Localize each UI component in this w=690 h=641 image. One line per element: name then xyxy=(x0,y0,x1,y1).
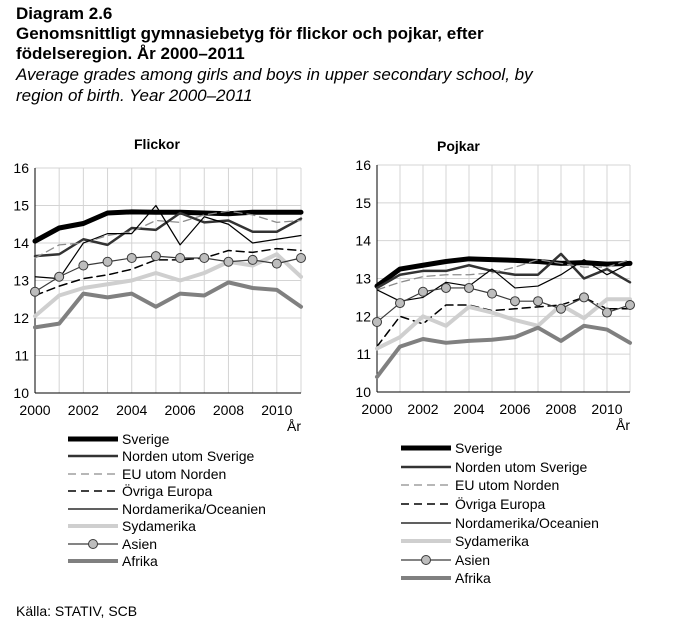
source-note: Källa: STATIV, SCB xyxy=(16,603,138,619)
legend-label: Nordamerika/Oceanien xyxy=(455,514,599,531)
legend-swatch xyxy=(399,552,453,568)
data-point-asien xyxy=(224,257,233,266)
data-point-asien xyxy=(580,293,589,302)
legend-item-sydamerika xyxy=(66,518,266,536)
legend-item-sverige xyxy=(66,430,266,448)
x-axis-label: År xyxy=(616,417,630,433)
y-tick-label: 10 xyxy=(13,385,29,401)
data-point-asien xyxy=(151,252,160,261)
legend-swatch xyxy=(66,466,120,482)
legend-label: Sydamerika xyxy=(455,533,529,550)
legend-label: Asien xyxy=(455,551,491,568)
x-tick-label: 2002 xyxy=(407,401,439,417)
title-sv-line2: födelseregion. År 2000–2011 xyxy=(16,44,245,63)
legend-label: EU utom Norden xyxy=(455,477,560,494)
legend-label: Afrika xyxy=(455,570,491,587)
y-tick-label: 14 xyxy=(355,232,371,249)
legend-label: Sverige xyxy=(455,440,503,457)
legend-swatch xyxy=(399,570,453,586)
legend-item-norden xyxy=(66,448,266,466)
x-tick-label: 2010 xyxy=(261,402,293,418)
y-tick-label: 10 xyxy=(355,384,371,400)
legend-swatch xyxy=(399,477,453,493)
legend-swatch xyxy=(399,515,453,531)
legend-label: Afrika xyxy=(122,553,158,570)
data-point-asien xyxy=(626,300,635,309)
legend-item-norden xyxy=(399,458,599,477)
legend-swatch xyxy=(399,440,453,456)
panel-title-pojkar: Pojkar xyxy=(437,138,480,154)
legend-item-afrika xyxy=(399,569,599,588)
y-tick-label: 13 xyxy=(355,270,371,287)
legend-swatch xyxy=(399,533,453,549)
title-en-line2: region of birth. Year 2000–2011 xyxy=(16,86,253,105)
data-point-asien xyxy=(176,254,185,263)
legend-swatch xyxy=(66,553,120,569)
data-point-asien xyxy=(31,287,40,296)
legend-item-sverige xyxy=(399,439,599,458)
legend-item-sydamerika xyxy=(399,532,599,551)
series-line-nordamerika xyxy=(35,206,301,279)
title-sv-line1: Genomsnittligt gymnasiebetyg för flickor och pojkar, efter xyxy=(16,24,484,43)
x-tick-label: 2000 xyxy=(361,401,393,417)
legend-item-nordamerika xyxy=(399,513,599,532)
legend-swatch xyxy=(66,501,120,517)
series-line-afrika xyxy=(377,326,630,377)
legend-swatch-marker xyxy=(89,539,98,548)
legend-item-asien xyxy=(399,551,599,570)
data-point-asien xyxy=(373,318,382,327)
data-point-asien xyxy=(557,304,566,313)
legend-pojkar xyxy=(399,439,599,588)
data-point-asien xyxy=(488,289,497,298)
legend-label: Norden utom Sverige xyxy=(455,458,588,475)
x-tick-label: 2000 xyxy=(19,402,51,418)
legend-item-nordamerika xyxy=(66,500,266,518)
legend-swatch xyxy=(66,536,120,552)
series-line-asien xyxy=(35,256,301,292)
x-tick-label: 2008 xyxy=(545,401,577,417)
legend-label: Nordamerika/Oceanien xyxy=(122,500,266,517)
legend-item-afrika xyxy=(66,553,266,571)
y-tick-label: 16 xyxy=(13,160,29,176)
panel-title-flickor: Flickor xyxy=(134,136,180,152)
data-point-asien xyxy=(396,299,405,308)
legend-flickor xyxy=(66,430,266,570)
legend-item-ovriga xyxy=(66,483,266,501)
data-point-asien xyxy=(511,297,520,306)
legend-label: Sverige xyxy=(122,430,170,447)
legend-swatch xyxy=(66,483,120,499)
y-tick-label: 12 xyxy=(355,308,371,325)
x-axis-label: År xyxy=(287,418,301,434)
data-point-asien xyxy=(419,287,428,296)
legend-item-eu xyxy=(66,465,266,483)
y-tick-label: 11 xyxy=(356,346,371,363)
x-tick-label: 2008 xyxy=(212,402,245,418)
x-tick-label: 2002 xyxy=(67,402,99,418)
data-point-asien xyxy=(603,308,612,317)
data-point-asien xyxy=(248,255,257,264)
legend-item-ovriga xyxy=(399,495,599,514)
legend-swatch xyxy=(66,448,120,464)
data-point-asien xyxy=(200,254,209,263)
legend-swatch xyxy=(66,431,120,447)
legend-item-asien xyxy=(66,535,266,553)
data-point-asien xyxy=(79,261,88,270)
legend-swatch xyxy=(399,459,453,475)
legend-item-eu xyxy=(399,476,599,495)
x-tick-label: 2006 xyxy=(499,401,531,417)
legend-swatch xyxy=(399,496,453,512)
data-point-asien xyxy=(297,254,306,263)
diagram-label: Diagram 2.6 xyxy=(16,4,113,23)
y-tick-label: 13 xyxy=(13,272,29,289)
x-tick-label: 2010 xyxy=(591,401,623,417)
legend-label: Övriga Europa xyxy=(455,496,546,513)
data-point-asien xyxy=(103,257,112,266)
x-tick-label: 2004 xyxy=(116,402,148,418)
legend-swatch-marker xyxy=(422,555,431,564)
legend-label: Asien xyxy=(122,535,158,552)
legend-label: Övriga Europa xyxy=(122,483,213,500)
series-line-sverige xyxy=(35,212,301,241)
y-tick-label: 15 xyxy=(355,194,371,211)
data-point-asien xyxy=(465,283,474,292)
legend-label: Sydamerika xyxy=(122,518,196,535)
data-point-asien xyxy=(55,272,64,281)
y-tick-label: 16 xyxy=(355,157,371,173)
x-tick-label: 2004 xyxy=(453,401,485,417)
data-point-asien xyxy=(534,297,543,306)
title-en-line1: Average grades among girls and boys in upper secondary school, by xyxy=(16,65,533,84)
y-tick-label: 12 xyxy=(13,310,29,326)
data-point-asien xyxy=(442,283,451,292)
data-point-asien xyxy=(127,254,136,263)
y-tick-label: 15 xyxy=(13,197,29,214)
series-line-eu xyxy=(35,211,301,258)
y-tick-label: 11 xyxy=(14,347,29,364)
legend-label: EU utom Norden xyxy=(122,465,227,482)
data-point-asien xyxy=(272,259,281,268)
legend-label: Norden utom Sverige xyxy=(122,448,255,465)
legend-swatch xyxy=(66,518,120,534)
series-line-norden xyxy=(35,213,301,256)
x-tick-label: 2006 xyxy=(164,402,196,418)
y-tick-label: 14 xyxy=(13,235,29,251)
